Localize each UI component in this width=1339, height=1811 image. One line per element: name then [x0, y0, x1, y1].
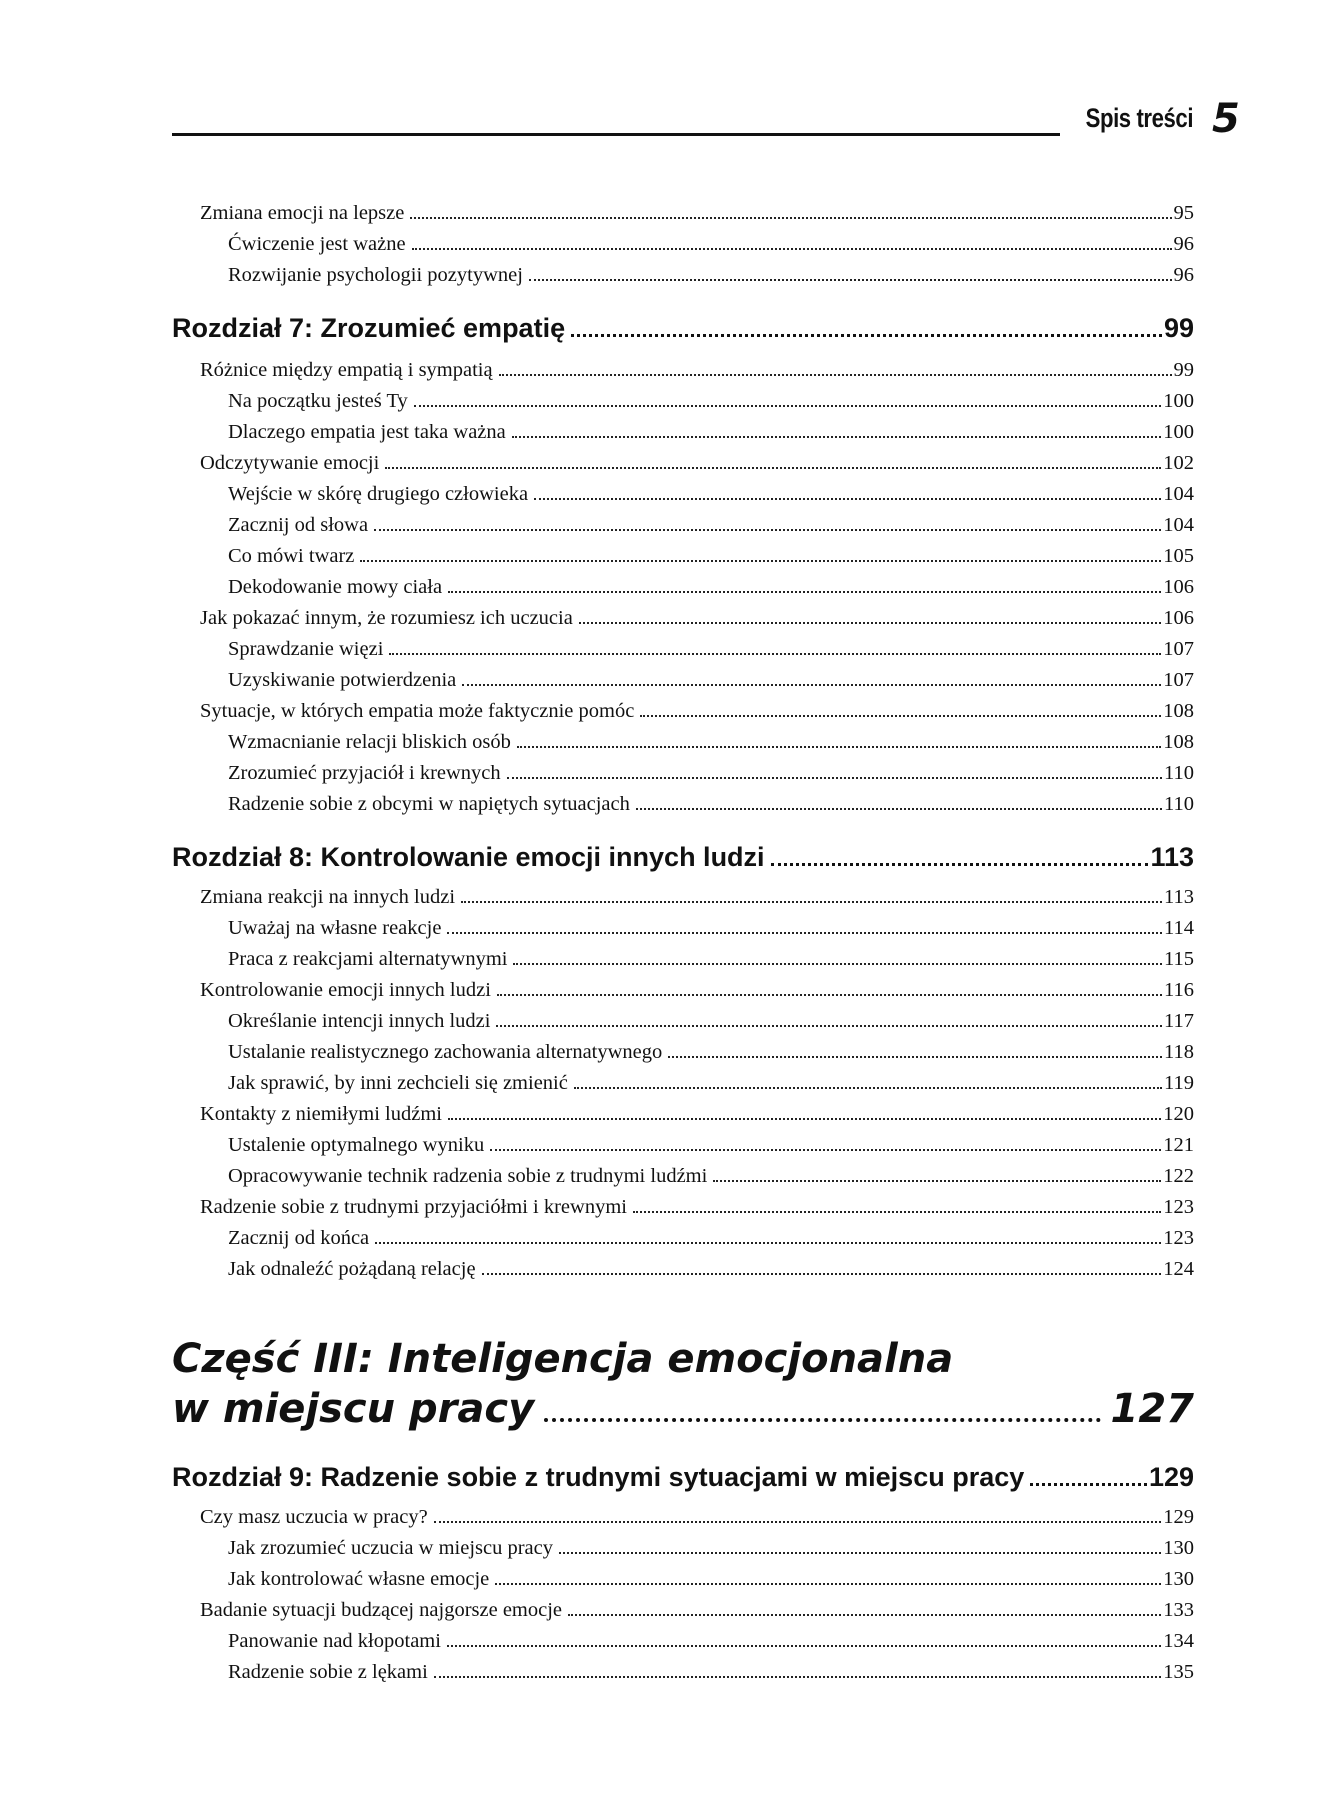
toc-entry-title: Uważaj na własne reakcje	[228, 917, 442, 939]
toc-entry-page: 116	[1164, 979, 1194, 1001]
dot-leader	[579, 622, 1161, 624]
dot-leader	[414, 405, 1161, 407]
dot-leader	[495, 1583, 1161, 1585]
chapter-title: Rozdział 7: Zrozumieć empatię	[172, 313, 566, 343]
toc-entry	[228, 946, 1194, 972]
toc-entry-page: 117	[1164, 1010, 1194, 1032]
toc-entry-title: Różnice między empatią i sympatią	[200, 359, 493, 381]
toc-entry-title: Radzenie sobie z lękami	[228, 1661, 428, 1683]
toc-entry	[228, 543, 1194, 569]
dot-leader	[713, 1180, 1161, 1182]
dot-leader	[448, 591, 1161, 593]
toc-entry-title: Zmiana reakcji na innych ludzi	[200, 886, 456, 908]
toc-entry-title: Odczytywanie emocji	[200, 452, 380, 474]
toc-entry-page: 130	[1163, 1568, 1194, 1590]
toc-entry	[200, 450, 1194, 476]
toc-entry-page: 135	[1163, 1661, 1194, 1683]
toc-entry-title: Dekodowanie mowy ciała	[228, 576, 443, 598]
dot-leader	[499, 374, 1172, 376]
toc-entry	[228, 574, 1194, 600]
toc-entry-page: 133	[1163, 1599, 1194, 1621]
toc-entry	[228, 1628, 1194, 1654]
toc-entry-page: 96	[1173, 233, 1194, 255]
toc-entry-title: Jak odnaleźć pożądaną relację	[228, 1258, 476, 1280]
toc-entry-page: 100	[1163, 421, 1194, 443]
toc-entry-page: 106	[1163, 576, 1194, 598]
toc-entry-title: Zrozumieć przyjaciół i krewnych	[228, 762, 501, 784]
header-rule	[172, 133, 1060, 136]
toc-entry-page: 110	[1164, 762, 1194, 784]
toc-entry	[228, 791, 1194, 817]
toc-entry	[228, 512, 1194, 538]
toc-entry-page: 100	[1163, 390, 1194, 412]
toc-entry-title: Radzenie sobie z obcymi w napiętych sytuacjach	[228, 793, 630, 815]
toc-entry-title: Uzyskiwanie potwierdzenia	[228, 669, 457, 691]
dot-leader	[507, 777, 1162, 779]
toc-entry-title: Jak sprawić, by inni zechcieli się zmienić	[228, 1072, 568, 1094]
toc-entry-page: 102	[1163, 452, 1194, 474]
dot-leader	[360, 560, 1161, 562]
toc-entry-page: 129	[1163, 1506, 1194, 1528]
dot-leader	[633, 1211, 1161, 1213]
toc-entry	[228, 481, 1194, 507]
page-number: 5	[1212, 96, 1240, 142]
toc-entry	[200, 1194, 1194, 1220]
toc-entry	[228, 1070, 1194, 1096]
toc-entry	[228, 1659, 1194, 1685]
dot-leader	[1030, 1483, 1147, 1486]
toc-entry-title: Sprawdzanie więzi	[228, 638, 384, 660]
toc-entry	[228, 1256, 1194, 1282]
toc-entry-page: 130	[1163, 1537, 1194, 1559]
toc-entry-title: Wzmacnianie relacji bliskich osób	[228, 731, 511, 753]
dot-leader	[389, 653, 1161, 655]
toc-entry-page: 119	[1164, 1072, 1194, 1094]
toc-entry-title: Na początku jesteś Ty	[228, 390, 408, 412]
toc-entry-page: 107	[1163, 638, 1194, 660]
toc-entry	[228, 1566, 1194, 1592]
toc-entry	[200, 605, 1194, 631]
toc-entry	[228, 419, 1194, 445]
dot-leader	[434, 1676, 1161, 1678]
toc-entry-page: 115	[1164, 948, 1194, 970]
toc-entry-page: 104	[1163, 514, 1194, 536]
toc-entry	[228, 1132, 1194, 1158]
part-title-line2-row	[172, 1384, 1194, 1434]
toc-entry-page: 110	[1164, 793, 1194, 815]
toc-entry-page: 123	[1163, 1227, 1194, 1249]
dot-leader	[385, 467, 1161, 469]
toc-entry-title: Zmiana emocji na lepsze	[200, 202, 405, 224]
dot-leader	[636, 808, 1162, 810]
toc-entry-page: 134	[1163, 1630, 1194, 1652]
toc-entry-title: Badanie sytuacji budzącej najgorsze emocje	[200, 1599, 563, 1621]
toc-entry	[228, 1225, 1194, 1251]
dot-leader	[571, 334, 1162, 337]
toc-entry-page: 122	[1163, 1165, 1194, 1187]
toc-entry	[228, 1008, 1194, 1034]
toc-entry-page: 118	[1164, 1041, 1194, 1063]
toc-entry	[228, 1163, 1194, 1189]
toc-entry-page: 99	[1173, 359, 1194, 381]
toc-entry-page: 121	[1163, 1134, 1194, 1156]
dot-leader	[375, 1242, 1161, 1244]
dot-leader	[544, 1418, 1100, 1422]
toc-entry-page: 105	[1163, 545, 1194, 567]
dot-leader	[448, 1118, 1161, 1120]
toc-entry	[200, 1504, 1194, 1530]
toc-entry-title: Jak kontrolować własne emocje	[228, 1568, 490, 1590]
toc-entry-title: Czy masz uczucia w pracy?	[200, 1506, 428, 1528]
toc-entry-page: 108	[1163, 700, 1194, 722]
toc-chapter	[172, 311, 1194, 345]
part-page: 127	[1110, 1386, 1194, 1432]
toc-entry	[228, 636, 1194, 662]
toc-entry-title: Praca z reakcjami alternatywnymi	[228, 948, 508, 970]
dot-leader	[461, 901, 1162, 903]
dot-leader	[517, 746, 1161, 748]
dot-leader	[771, 863, 1149, 866]
toc-entry-title: Jak zrozumieć uczucia w miejscu pracy	[228, 1537, 553, 1559]
dot-leader	[447, 932, 1162, 934]
part-title-line2: w miejscu pracy	[172, 1386, 535, 1432]
dot-leader	[512, 436, 1162, 438]
toc-entry-title: Ustalanie realistycznego zachowania alternatywnego	[228, 1041, 663, 1063]
dot-leader	[374, 529, 1161, 531]
toc-entry	[200, 1101, 1194, 1127]
part-title-line1: Część III: Inteligencja emocjonalna	[172, 1336, 954, 1382]
toc-entry	[200, 698, 1194, 724]
toc-entry	[228, 760, 1194, 786]
toc-entry-page: 96	[1173, 264, 1194, 286]
toc-entry-page: 108	[1163, 731, 1194, 753]
toc-entry-title: Opracowywanie technik radzenia sobie z trudnymi ludźmi	[228, 1165, 708, 1187]
dot-leader	[640, 715, 1161, 717]
toc-entry-title: Zacznij od końca	[228, 1227, 370, 1249]
toc-entry	[228, 231, 1194, 257]
dot-leader	[496, 1025, 1162, 1027]
toc-entry-page: 123	[1163, 1196, 1194, 1218]
toc-entry-page: 106	[1163, 607, 1194, 629]
toc-entry-title: Co mówi twarz	[228, 545, 355, 567]
toc-entry-title: Rozwijanie psychologii pozytywnej	[228, 264, 523, 286]
toc-entry-title: Dlaczego empatia jest taka ważna	[228, 421, 506, 443]
dot-leader	[447, 1645, 1161, 1647]
toc-entry-title: Określanie intencji innych ludzi	[228, 1010, 491, 1032]
toc-entry	[228, 388, 1194, 414]
dot-leader	[529, 279, 1172, 281]
toc-entry-page: 120	[1163, 1103, 1194, 1125]
chapter-page: 129	[1148, 1462, 1194, 1492]
toc-entry-title: Zacznij od słowa	[228, 514, 369, 536]
toc-chapter	[172, 840, 1194, 874]
toc-entry-title: Kontakty z niemiłymi ludźmi	[200, 1103, 442, 1125]
toc-entry	[228, 1039, 1194, 1065]
running-header-title: Spis treści	[1085, 103, 1193, 133]
toc-entry-page: 114	[1164, 917, 1194, 939]
dot-leader	[559, 1552, 1161, 1554]
toc-entry	[200, 977, 1194, 1003]
chapter-title: Rozdział 8: Kontrolowanie emocji innych ludzi	[172, 842, 765, 872]
dot-leader	[462, 684, 1161, 686]
toc-entry	[200, 200, 1194, 226]
toc-entry	[200, 357, 1194, 383]
toc-entry-title: Wejście w skórę drugiego człowieka	[228, 483, 529, 505]
chapter-page: 99	[1163, 313, 1194, 343]
dot-leader	[534, 498, 1161, 500]
toc-entry-title: Jak pokazać innym, że rozumiesz ich uczucia	[200, 607, 573, 629]
toc-entry-page: 107	[1163, 669, 1194, 691]
toc-entry-page: 95	[1173, 202, 1194, 224]
toc-entry	[228, 667, 1194, 693]
toc-entry-title: Ćwiczenie jest ważne	[228, 233, 406, 255]
toc-entry-title: Panowanie nad kłopotami	[228, 1630, 441, 1652]
toc-entry-page: 113	[1164, 886, 1194, 908]
toc-entry-title: Sytuacje, w których empatia może faktycznie pomóc	[200, 700, 635, 722]
dot-leader	[668, 1056, 1162, 1058]
dot-leader	[482, 1273, 1162, 1275]
dot-leader	[434, 1521, 1162, 1523]
chapter-title: Rozdział 9: Radzenie sobie z trudnymi sytuacjami w miejscu pracy	[172, 1462, 1025, 1492]
dot-leader	[568, 1614, 1161, 1616]
dot-leader	[513, 963, 1162, 965]
dot-leader	[574, 1087, 1162, 1089]
dot-leader	[497, 994, 1162, 996]
toc-entry-title: Radzenie sobie z trudnymi przyjaciółmi i krewnymi	[200, 1196, 627, 1218]
chapter-page: 113	[1150, 842, 1194, 872]
part-heading	[172, 1334, 1194, 1434]
toc-entry-title: Kontrolowanie emocji innych ludzi	[200, 979, 491, 1001]
toc-entry-title: Ustalenie optymalnego wyniku	[228, 1134, 485, 1156]
toc-entry	[228, 915, 1194, 941]
toc-entry-page: 124	[1163, 1258, 1194, 1280]
toc-entry	[200, 884, 1194, 910]
toc-entry	[228, 262, 1194, 288]
toc-entry	[200, 1597, 1194, 1623]
toc-entry-page: 104	[1163, 483, 1194, 505]
toc-entry	[228, 729, 1194, 755]
toc-entry	[228, 1535, 1194, 1561]
toc-chapter	[172, 1460, 1194, 1494]
dot-leader	[410, 217, 1171, 219]
dot-leader	[490, 1149, 1161, 1151]
dot-leader	[412, 248, 1172, 250]
